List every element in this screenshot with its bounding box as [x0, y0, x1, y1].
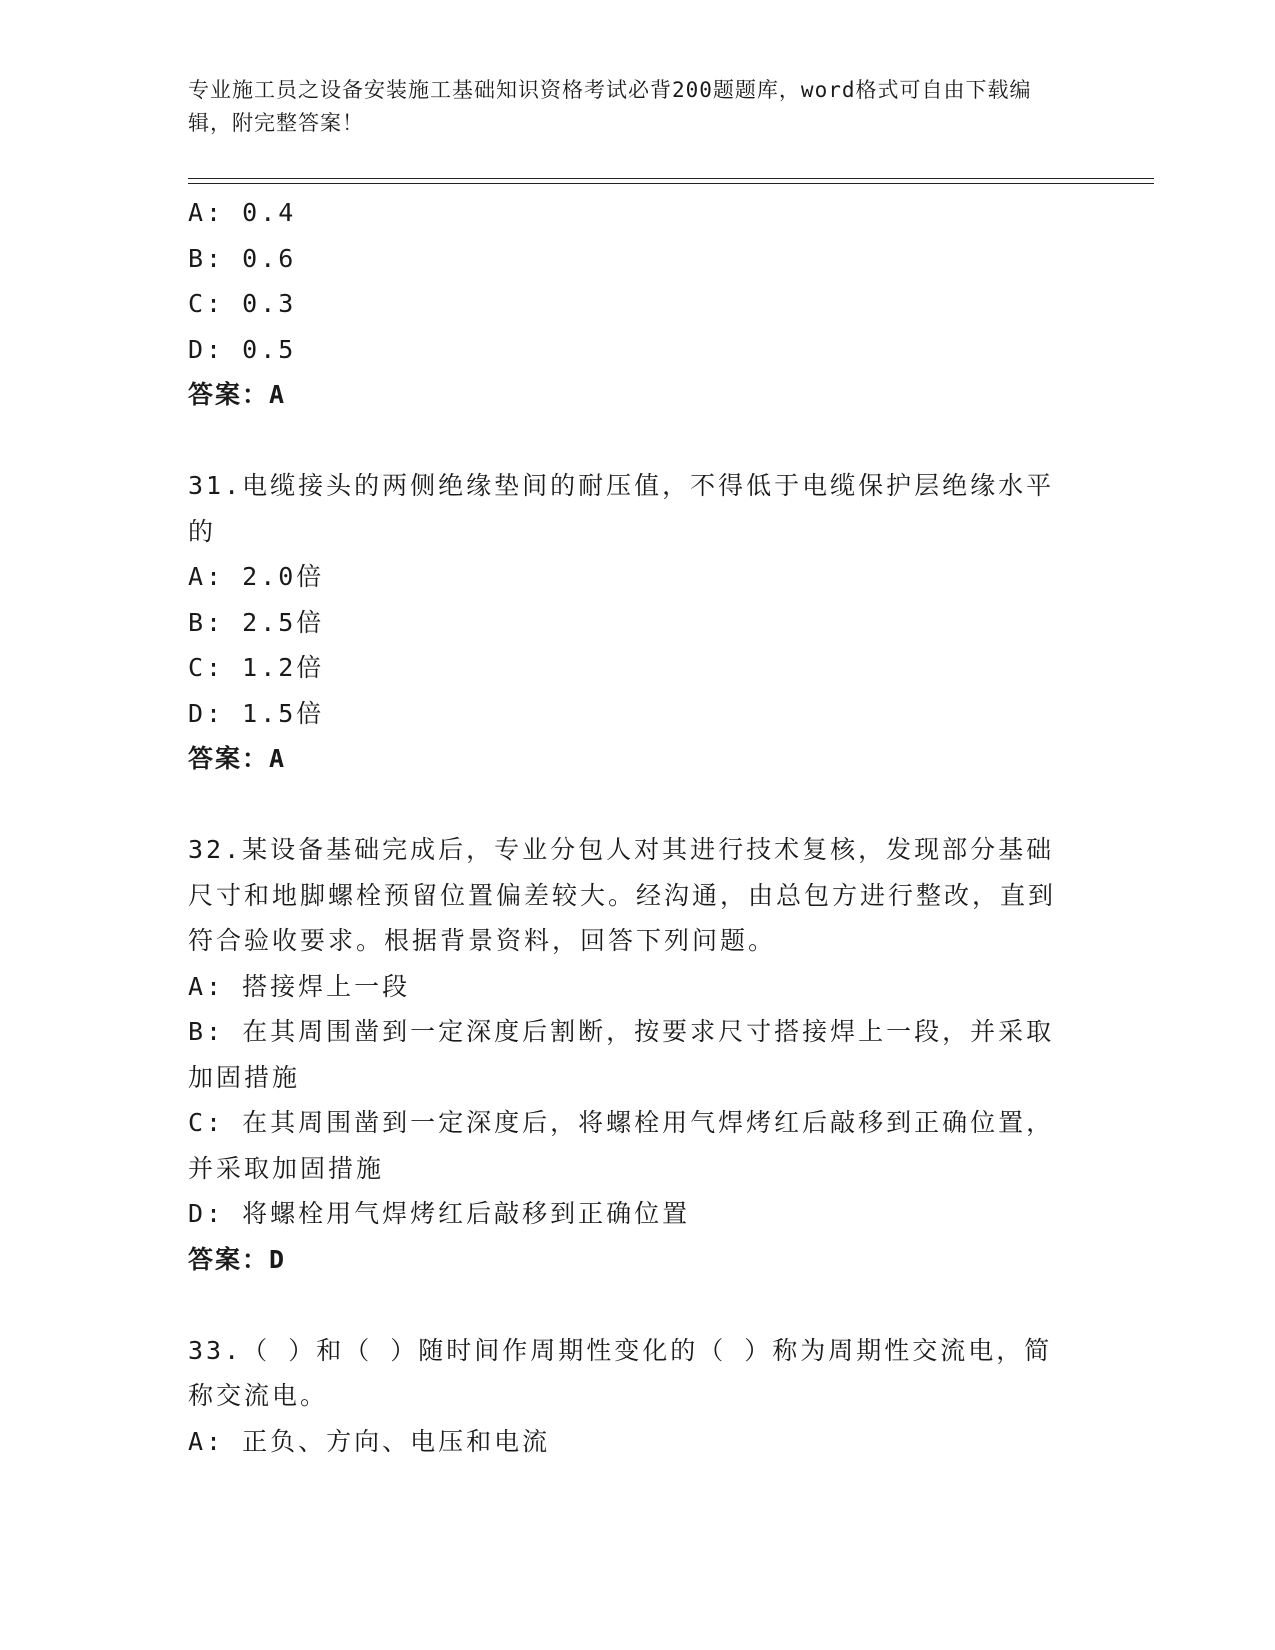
- option-b: B: 在其周围凿到一定深度后割断，按要求尺寸搭接焊上一段，并采取加固措施: [188, 1017, 1055, 1092]
- question-stem: 31.电缆接头的两侧绝缘垫间的耐压值，不得低于电缆保护层绝缘水平的: [188, 471, 1055, 546]
- option-d: D: 0.5: [188, 334, 297, 364]
- answer-line: 答案：A: [188, 744, 287, 773]
- option-d: D: 将螺栓用气焊烤红后敲移到正确位置: [188, 1199, 691, 1228]
- answer-line: 答案：A: [188, 380, 287, 409]
- question-33-block: [188, 1328, 1068, 1465]
- option-c: C: 0.3: [188, 289, 297, 318]
- option-c: C: 1.2倍: [188, 653, 325, 682]
- option-c: C: 在其周围凿到一定深度后，将螺栓用气焊烤红后敲移到正确位置，并采取加固措施: [188, 1108, 1055, 1183]
- question-stem: 32.某设备基础完成后，专业分包人对其进行技术复核，发现部分基础尺寸和地脚螺栓预留位置偏差较大。经沟通，由总包方进行整改，直到符合验收要求。根据背景资料，回答下列问题。: [188, 835, 1057, 955]
- option-a: A: 正负、方向、电压和电流: [188, 1426, 551, 1456]
- header-divider-bottom: [188, 183, 1154, 184]
- option-b: B: 2.5倍: [188, 607, 325, 637]
- option-b: B: 0.6: [188, 243, 297, 273]
- header-divider-top: [188, 178, 1154, 179]
- question-31-block: [188, 463, 1068, 782]
- option-a: A: 搭接焊上一段: [188, 971, 411, 1001]
- prev-question-block: [188, 190, 1068, 418]
- spacer: [188, 1282, 1068, 1328]
- spacer: [188, 418, 1068, 464]
- option-a: A: 0.4: [188, 198, 297, 227]
- question-stem: 33.（ ）和（ ）随时间作周期性变化的（ ）称为周期性交流电，简称交流电。: [188, 1335, 1053, 1410]
- spacer: [188, 782, 1068, 828]
- option-d: D: 1.5倍: [188, 698, 325, 728]
- page-header-title: 专业施工员之设备安装施工基础知识资格考试必背200题题库，word格式可自由下载编辑，附完整答案！: [188, 78, 1032, 135]
- option-a: A: 2.0倍: [188, 562, 325, 591]
- answer-line: 答案：D: [188, 1244, 287, 1274]
- question-content: [188, 190, 1068, 1464]
- question-32-block: [188, 827, 1068, 1282]
